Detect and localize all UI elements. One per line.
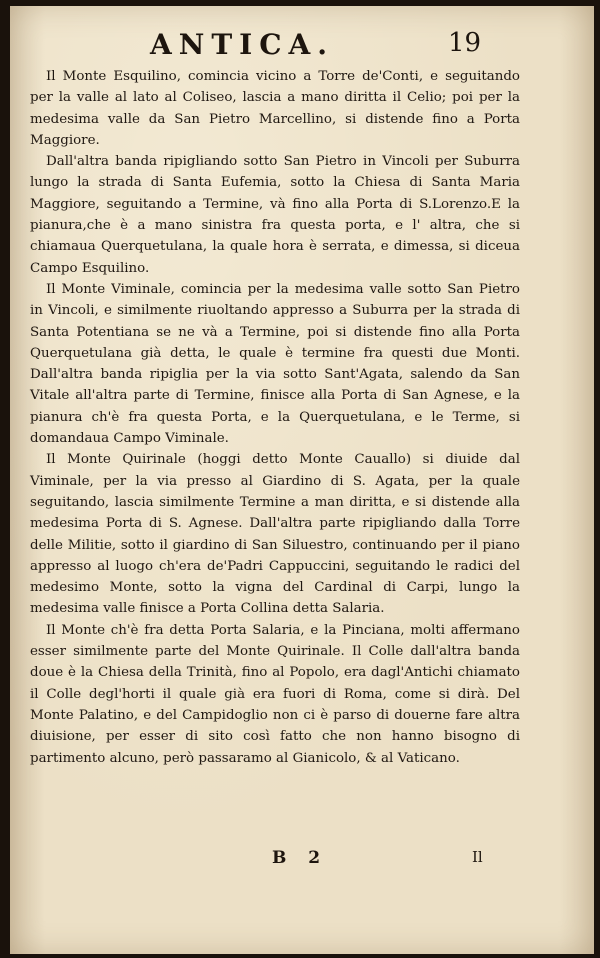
body-text <box>30 66 520 769</box>
book-page <box>10 6 594 954</box>
page-footer <box>10 848 594 878</box>
paragraph-campo-esquilino: Dall'altra banda ripigliando sotto San Pietro in Vincoli per Suburra lungo la strada di Santa Eufemia, sotto la Chiesa di Santa Maria Maggiore, seguitando a Termine, và fino alla Porta di S.Lorenzo.E la pianura,che è a mano sinistra fra questa porta, e l' altra, che si chiamaua Querquetulana, la quale hora è serrata, e dimessa, si diceua Campo Esquilino. <box>30 154 520 276</box>
page-header <box>10 28 594 60</box>
running-title: ANTICA. <box>150 28 335 61</box>
signature-mark: B 2 <box>272 848 329 868</box>
catchword: Il <box>472 848 483 866</box>
paragraph-esquilino: Il Monte Esquilino, comincia vicino a Torre de'Conti, e seguitando per la valle al lato al Coliseo, lascia a mano diritta il Celio; poi per la medesima valle da San Pietro Marcellino, si distende fino a Porta Maggiore. <box>30 69 520 148</box>
paragraph-colle-horti: Il Monte ch'è fra detta Porta Salaria, e la Pinciana, molti affermano esser similmente parte del Monte Quirinale. Il Colle dall'altra banda doue è la Chiesa della Trinità, fino al Popolo, era dagl'Antichi chiamato il Colle degl'horti il quale già era fuori di Roma, come si dirà. Del Monte Palatino, e del Campidoglio non ci è parso di douerne fare altra diuisione, per esser di sito così fatto che non hanno bisogno di partimento alcuno, però passaramo al Gianicolo, & al Vaticano. <box>30 622 520 766</box>
paragraph-quirinale: Il Monte Quirinale (hoggi detto Monte Cauallo) si diuide dal Viminale, per la via presso al Giardino di S. Agata, per la quale seguitando, lascia similmente Termine a man diritta, e si distende alla medesima Porta di S. Agnese. Dall'altra parte ripigliando dalla Torre delle Militie, sotto il giardino di San Siluestro, continuando per il piano appresso al luogo ch'era de'Padri Cappuccini, seguitando le radici del medesimo Monte, sotto la vigna del Cardinal di Carpi, lungo la medesima valle finisce a Porta Collina detta Salaria. <box>30 452 520 617</box>
paragraph-viminale: Il Monte Viminale, comincia per la medesima valle sotto San Pietro in Vincoli, e similmente riuoltando appresso a Suburra per la strada di Santa Potentiana se ne và a Termine, poi si distende fino alla Porta Querquetulana già detta, le quale è termine fra questi due Monti. Dall'altra banda ripiglia per la via sotto Sant'Agata, salendo da San Vitale all'altra parte di Termine, finisce alla Porta di San Agnese, e la pianura ch'è fra questa Porta, e la Querquetulana, e le Terme, si domandaua Campo Viminale. <box>30 281 520 447</box>
page-number: 19 <box>448 28 482 58</box>
